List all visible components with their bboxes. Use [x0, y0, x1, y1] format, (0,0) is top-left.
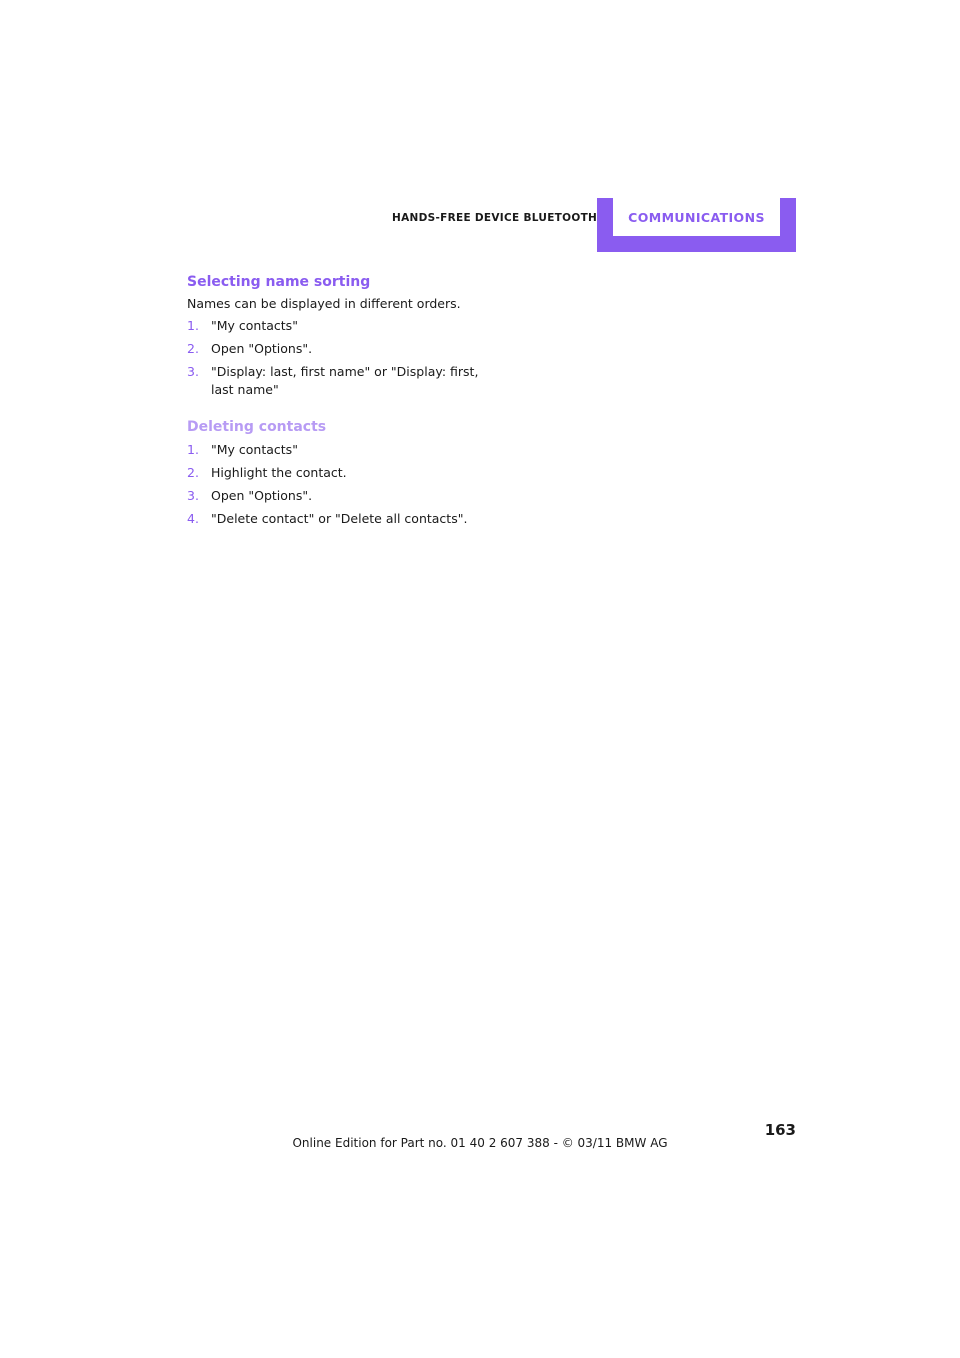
list-item — [187, 487, 487, 505]
step-number: 2. — [187, 341, 199, 356]
step-number: 3. — [187, 488, 199, 503]
step-text: Open "Options". — [211, 341, 313, 356]
step-number: 1. — [187, 442, 199, 457]
list-item — [187, 317, 487, 335]
list-item — [187, 441, 487, 459]
step-number: 4. — [187, 511, 199, 526]
step-number: 3. — [187, 364, 199, 379]
list-item — [187, 363, 487, 399]
section-tab — [597, 198, 796, 252]
page-number: 163 — [764, 1121, 796, 1139]
step-text: Highlight the contact. — [211, 465, 347, 480]
running-head: HANDS-FREE DEVICE BLUETOOTH — [392, 212, 598, 224]
list-item — [187, 510, 487, 528]
section-heading-name-sorting: Selecting name sorting — [187, 274, 371, 290]
step-text: "My contacts" — [211, 442, 298, 457]
step-text: "My contacts" — [211, 318, 298, 333]
steps-list-deleting-contacts — [187, 441, 487, 528]
section-tab-label: COMMUNICATIONS — [613, 198, 780, 236]
section-intro: Names can be displayed in different orders. — [187, 296, 461, 311]
step-number: 2. — [187, 465, 199, 480]
steps-list-name-sorting — [187, 317, 487, 399]
section-heading-deleting-contacts: Deleting contacts — [187, 419, 327, 435]
step-text: Open "Options". — [211, 488, 313, 503]
list-item — [187, 464, 487, 482]
list-item — [187, 340, 487, 358]
step-number: 1. — [187, 318, 199, 333]
page-content — [187, 272, 487, 533]
step-text: "Display: last, first name" or "Display: first, last name" — [211, 364, 479, 397]
footer-edition-note: Online Edition for Part no. 01 40 2 607 388 - © 03/11 BMW AG — [292, 1136, 668, 1150]
step-text: "Delete contact" or "Delete all contacts". — [211, 511, 468, 526]
